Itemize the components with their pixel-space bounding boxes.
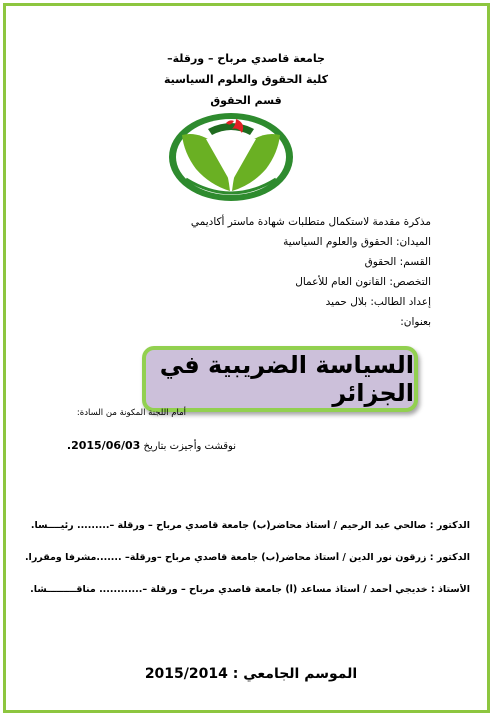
department-name: قسم الحقوق <box>210 94 282 107</box>
thesis-section: القسم: الحقوق <box>364 256 431 268</box>
thesis-title: السياسة الضريبية في الجزائر <box>159 351 414 407</box>
discussion-date-line <box>46 439 236 452</box>
committee-intro: أمام اللجنة المكونة من السادة: <box>76 408 186 418</box>
faculty-name: كلية الحقوق والعلوم السياسية <box>163 73 329 86</box>
committee-member-supervisor: الدكتور : زرقون نور الدين / أستاذ محاضر(ب) جامعة قاصدي مرباح –ورقلة– .......مشرفا ومقررا. <box>24 552 470 563</box>
committee-members <box>14 520 470 616</box>
thesis-field: الميدان: الحقوق والعلوم السياسية <box>283 236 431 248</box>
thesis-title-label: بعنوان: <box>400 316 431 328</box>
thesis-student: إعداد الطالب: بلال حميد <box>325 296 431 308</box>
document-page <box>3 3 490 713</box>
discussion-date: 2015/06/03. <box>66 439 141 452</box>
thesis-specialty: التخصص: القانون العام للأعمال <box>295 276 431 288</box>
academic-year: الموسم الجامعي : 2015/2014 <box>144 666 358 682</box>
committee-member-president: الدكتور : صالحي عبد الرحيم / أستاذ محاضر(ب) جامعة قاصدي مرباح – ورقلة –......... رئيــــسا. <box>30 520 470 531</box>
discussion-text: نوقشت وأجيزت بتاريخ <box>140 441 236 452</box>
institution-header <box>6 48 486 111</box>
committee-member-examiner: الأستاذ : خديجي أحمد / أستاذ مساعد (أ) جامعة قاصدي مرباح – ورقلة –............ مناقـــــــــشا. <box>30 584 470 595</box>
university-logo-icon <box>166 109 296 204</box>
university-name: جامعة قاصدي مرباح – ورقلة– <box>167 52 325 65</box>
thesis-info <box>46 212 431 332</box>
thesis-title-box <box>142 346 418 412</box>
thesis-purpose: مذكرة مقدمة لاستكمال متطلبات شهادة ماستر أكاديمي <box>190 216 431 228</box>
